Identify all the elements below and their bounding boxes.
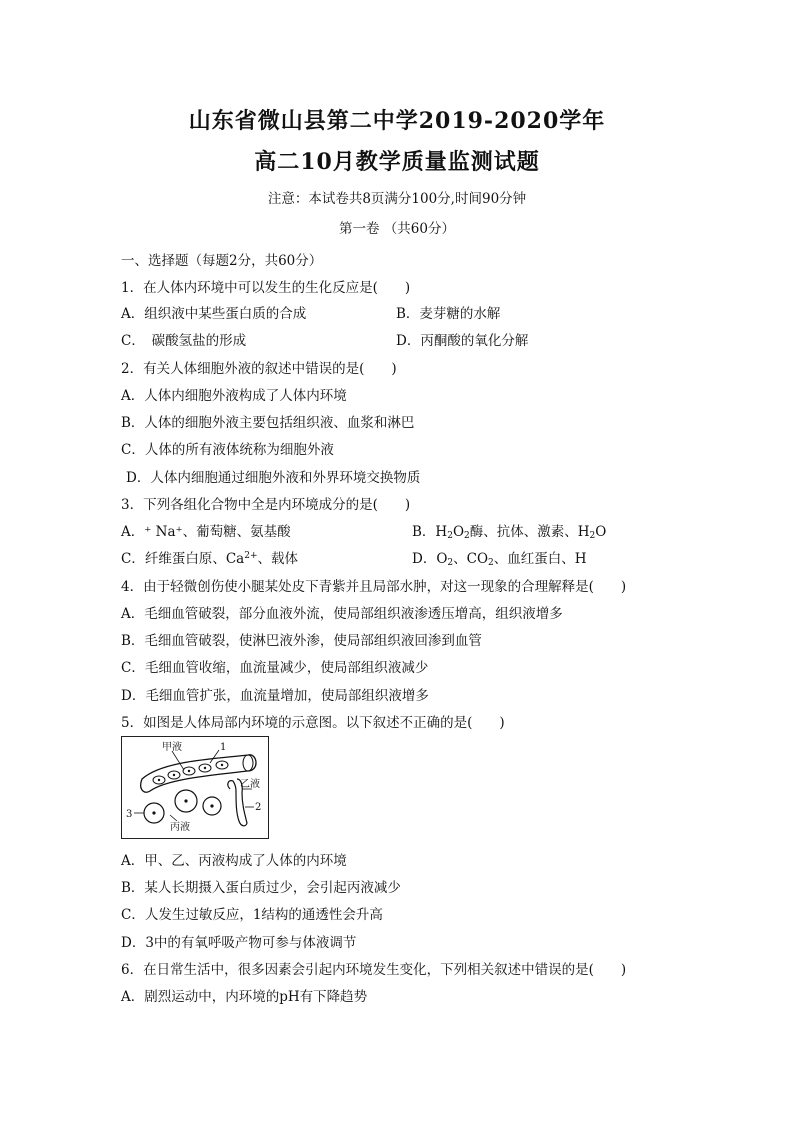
q6-stem: 6．在日常生活中，很多因素会引起内环境发生变化，下列相关叙述中错误的是( ) (121, 962, 627, 978)
q5-stem: 5．如图是人体局部内环境的示意图。以下叙述不正确的是( ) (121, 715, 505, 731)
q1-stem: 1．在人体内环境中可以发生的生化反应是( ) (121, 280, 411, 296)
capillary-vessel (141, 755, 256, 792)
exam-title-line1: 山东省微山县第二中学2019-2020学年 (188, 108, 606, 134)
q6-option-a: A．剧烈运动中，内环境的pH有下降趋势 (121, 989, 368, 1005)
cell-nucleus (204, 767, 206, 769)
q5-option-c: C．人发生过敏反应，1结构的通透性会升高 (121, 907, 383, 923)
q2-option-a: A．人体内细胞外液构成了人体内环境 (121, 388, 347, 404)
q3-stem: 3．下列各组化合物中全是内环境成分的是( ) (121, 497, 411, 513)
q4-stem: 4．由于轻微创伤使小腿某处皮下青紫并且局部水肿，对这一现象的合理解释是( ) (121, 579, 627, 595)
q3-option-a: A．⁺ Na⁺、葡萄糖、氨基酸 (121, 524, 291, 540)
q4-option-a: A．毛细血管破裂，部分血液外流，使局部组织液渗透压增高，组织液增多 (121, 606, 563, 622)
exam-note: 注意：本试卷共8页满分100分,时间90分钟 (267, 191, 527, 207)
cell-nucleus (158, 779, 160, 781)
leader-line (170, 815, 177, 821)
cell-nucleus (188, 770, 190, 772)
figure-svg (122, 737, 268, 838)
exam-title-line2: 高二10月教学质量监测试题 (254, 149, 540, 175)
cell-nucleus (210, 804, 213, 807)
section-heading: 一、选择题（每题2分，共60分） (121, 253, 323, 269)
q3-option-c: C．纤维蛋白原、$Ca^{2+}$、载体 (121, 551, 298, 567)
q1-option-b: B．麦芽糖的水解 (396, 306, 501, 322)
label-bing: 丙液 (170, 822, 190, 833)
cell-nucleus (184, 799, 187, 802)
q1-option-c: C． 碳酸氢盐的形成 (121, 333, 247, 349)
q5-option-b: B．某人长期摄入蛋白质过少，会引起丙液减少 (121, 880, 401, 896)
q5-option-d: D．3中的有氧呼吸产物可参与体液调节 (121, 935, 357, 951)
label-yi: 乙液 (240, 779, 260, 790)
label-num3: 3 (126, 809, 133, 820)
label-num1: 1 (220, 742, 227, 753)
leader-line (172, 751, 184, 770)
q4-option-b: B．毛细血管破裂，使淋巴液外渗，使局部组织液回渗到血管 (121, 633, 482, 649)
leader-line (210, 750, 219, 763)
cell-nucleus (221, 764, 223, 766)
internal-environment-figure (121, 736, 269, 839)
cell-nucleus (152, 811, 155, 814)
q2-stem: 2．有关人体细胞外液的叙述中错误的是( ) (121, 361, 397, 377)
cell-nucleus (173, 774, 175, 776)
label-jia: 甲液 (162, 742, 182, 753)
capillary-opening (243, 755, 253, 771)
q4-option-d: D．毛细血管扩张，血流量增加，使局部组织液增多 (121, 688, 429, 704)
q3-option-b: B．$H_2O_2$酶、抗体、激素、$H_2O$ (412, 524, 607, 541)
q2-option-b: B．人体的细胞外液主要包括组织液、血浆和淋巴 (121, 415, 415, 431)
q3-option-d: D．$O_2$、$CO_2$、血红蛋白、H (412, 551, 587, 568)
q2-option-c: C．人体的所有液体统称为细胞外液 (121, 442, 334, 458)
q1-option-a: A．组织液中某些蛋白质的合成 (121, 306, 307, 322)
q1-option-d: D．丙酮酸的氧化分解 (396, 333, 529, 349)
volume-heading: 第一卷 （共60分） (339, 221, 455, 237)
q5-option-a: A．甲、乙、丙液构成了人体的内环境 (121, 853, 347, 869)
q2-option-d: D．人体内细胞通过细胞外液和外界环境交换物质 (126, 470, 421, 486)
q4-option-c: C．毛细血管收缩，血流量减少，使局部组织液减少 (121, 660, 429, 676)
label-num2: 2 (255, 802, 262, 813)
